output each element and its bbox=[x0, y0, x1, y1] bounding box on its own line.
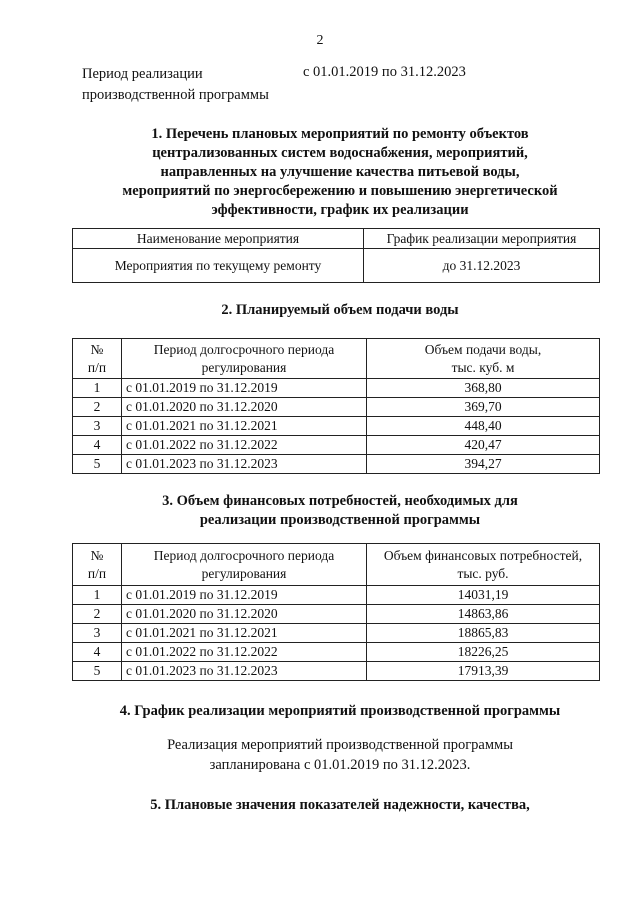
table-row bbox=[73, 643, 600, 662]
header-line: Объем подачи воды, bbox=[424, 341, 542, 357]
table-row bbox=[73, 662, 600, 681]
row-volume: 368,80 bbox=[367, 379, 600, 398]
table-row bbox=[73, 624, 600, 643]
col-header-number bbox=[73, 339, 122, 379]
header-line: Объем финансовых потребностей, bbox=[383, 547, 583, 563]
row-period: с 01.01.2019 по 31.12.2019 bbox=[122, 586, 367, 605]
row-number: 2 bbox=[73, 605, 122, 624]
section2-heading: 2. Планируемый объем подачи воды bbox=[221, 302, 459, 318]
col-header-period bbox=[122, 544, 367, 586]
table-row bbox=[73, 398, 600, 417]
row-period: с 01.01.2023 по 31.12.2023 bbox=[122, 455, 367, 474]
table-row bbox=[73, 379, 600, 398]
row-volume: 420,47 bbox=[367, 436, 600, 455]
row-period: с 01.01.2022 по 31.12.2022 bbox=[122, 436, 367, 455]
section4-heading: 4. График реализации мероприятий производственной программы bbox=[119, 703, 561, 719]
water-supply-table bbox=[72, 338, 600, 474]
heading-line: 1. Перечень плановых мероприятий по ремонту объектов bbox=[151, 126, 529, 142]
row-number: 1 bbox=[73, 379, 122, 398]
header-line: Период долгосрочного периода bbox=[153, 341, 335, 357]
header-line: тыс. куб. м bbox=[451, 359, 515, 375]
activity-cell: Мероприятия по текущему ремонту bbox=[73, 249, 364, 283]
row-period: с 01.01.2020 по 31.12.2020 bbox=[122, 398, 367, 417]
activities-table bbox=[72, 228, 600, 283]
row-amount: 17913,39 bbox=[367, 662, 600, 681]
row-amount: 18226,25 bbox=[367, 643, 600, 662]
row-amount: 14863,86 bbox=[367, 605, 600, 624]
row-number: 4 bbox=[73, 643, 122, 662]
header-line: тыс. руб. bbox=[457, 565, 509, 581]
header-line: регулирования bbox=[201, 359, 287, 375]
period-label bbox=[82, 64, 269, 106]
col-header-schedule: График реализации мероприятия bbox=[364, 229, 600, 249]
row-number: 3 bbox=[73, 624, 122, 643]
table-header-row bbox=[73, 339, 600, 379]
row-number: 1 bbox=[73, 586, 122, 605]
row-period: с 01.01.2022 по 31.12.2022 bbox=[122, 643, 367, 662]
heading-line: 3. Объем финансовых потребностей, необходимых для bbox=[162, 493, 518, 509]
heading-line: эффективности, график их реализации bbox=[211, 202, 469, 218]
page-number: 2 bbox=[316, 33, 324, 48]
row-number: 5 bbox=[73, 662, 122, 681]
header-line: регулирования bbox=[201, 565, 287, 581]
table-row bbox=[73, 586, 600, 605]
row-number: 5 bbox=[73, 455, 122, 474]
table-header-row bbox=[73, 229, 600, 249]
table-row bbox=[73, 417, 600, 436]
col-header-activity: Наименование мероприятия bbox=[73, 229, 364, 249]
col-header-amount bbox=[367, 544, 600, 586]
section4-text bbox=[80, 735, 600, 775]
row-period: с 01.01.2023 по 31.12.2023 bbox=[122, 662, 367, 681]
row-amount: 18865,83 bbox=[367, 624, 600, 643]
table-row bbox=[73, 249, 600, 283]
period-label-line1: Период реализации bbox=[82, 66, 203, 82]
heading-line: мероприятий по энергосбережению и повышению энергетической bbox=[122, 183, 558, 199]
row-period: с 01.01.2021 по 31.12.2021 bbox=[122, 417, 367, 436]
schedule-cell: до 31.12.2023 bbox=[364, 249, 600, 283]
financial-needs-table bbox=[72, 543, 600, 681]
row-volume: 369,70 bbox=[367, 398, 600, 417]
header-line: № bbox=[90, 341, 104, 357]
row-volume: 448,40 bbox=[367, 417, 600, 436]
header-line: Период долгосрочного периода bbox=[153, 547, 335, 563]
section3-heading bbox=[60, 492, 620, 530]
text-line: Реализация мероприятий производственной программы bbox=[167, 737, 513, 753]
row-number: 3 bbox=[73, 417, 122, 436]
text-line: запланирована с 01.01.2019 по 31.12.2023. bbox=[209, 757, 471, 773]
header-line: № bbox=[90, 547, 104, 563]
period-label-line2: производственной программы bbox=[82, 87, 269, 103]
section1-heading bbox=[60, 125, 620, 220]
heading-line: направленных на улучшение качества питьевой воды, bbox=[160, 164, 520, 180]
row-period: с 01.01.2021 по 31.12.2021 bbox=[122, 624, 367, 643]
row-period: с 01.01.2019 по 31.12.2019 bbox=[122, 379, 367, 398]
header-line: п/п bbox=[87, 359, 107, 375]
table-row bbox=[73, 605, 600, 624]
row-number: 4 bbox=[73, 436, 122, 455]
section5-heading: 5. Плановые значения показателей надежности, качества, bbox=[150, 797, 530, 813]
heading-line: централизованных систем водоснабжения, мероприятий, bbox=[152, 145, 528, 161]
heading-line: реализации производственной программы bbox=[199, 512, 481, 528]
col-header-number bbox=[73, 544, 122, 586]
table-header-row bbox=[73, 544, 600, 586]
table-row bbox=[73, 455, 600, 474]
period-value: с 01.01.2019 по 31.12.2023 bbox=[303, 64, 466, 80]
row-number: 2 bbox=[73, 398, 122, 417]
header-line: п/п bbox=[87, 565, 107, 581]
col-header-period bbox=[122, 339, 367, 379]
table-row bbox=[73, 436, 600, 455]
row-period: с 01.01.2020 по 31.12.2020 bbox=[122, 605, 367, 624]
col-header-volume bbox=[367, 339, 600, 379]
row-amount: 14031,19 bbox=[367, 586, 600, 605]
row-volume: 394,27 bbox=[367, 455, 600, 474]
